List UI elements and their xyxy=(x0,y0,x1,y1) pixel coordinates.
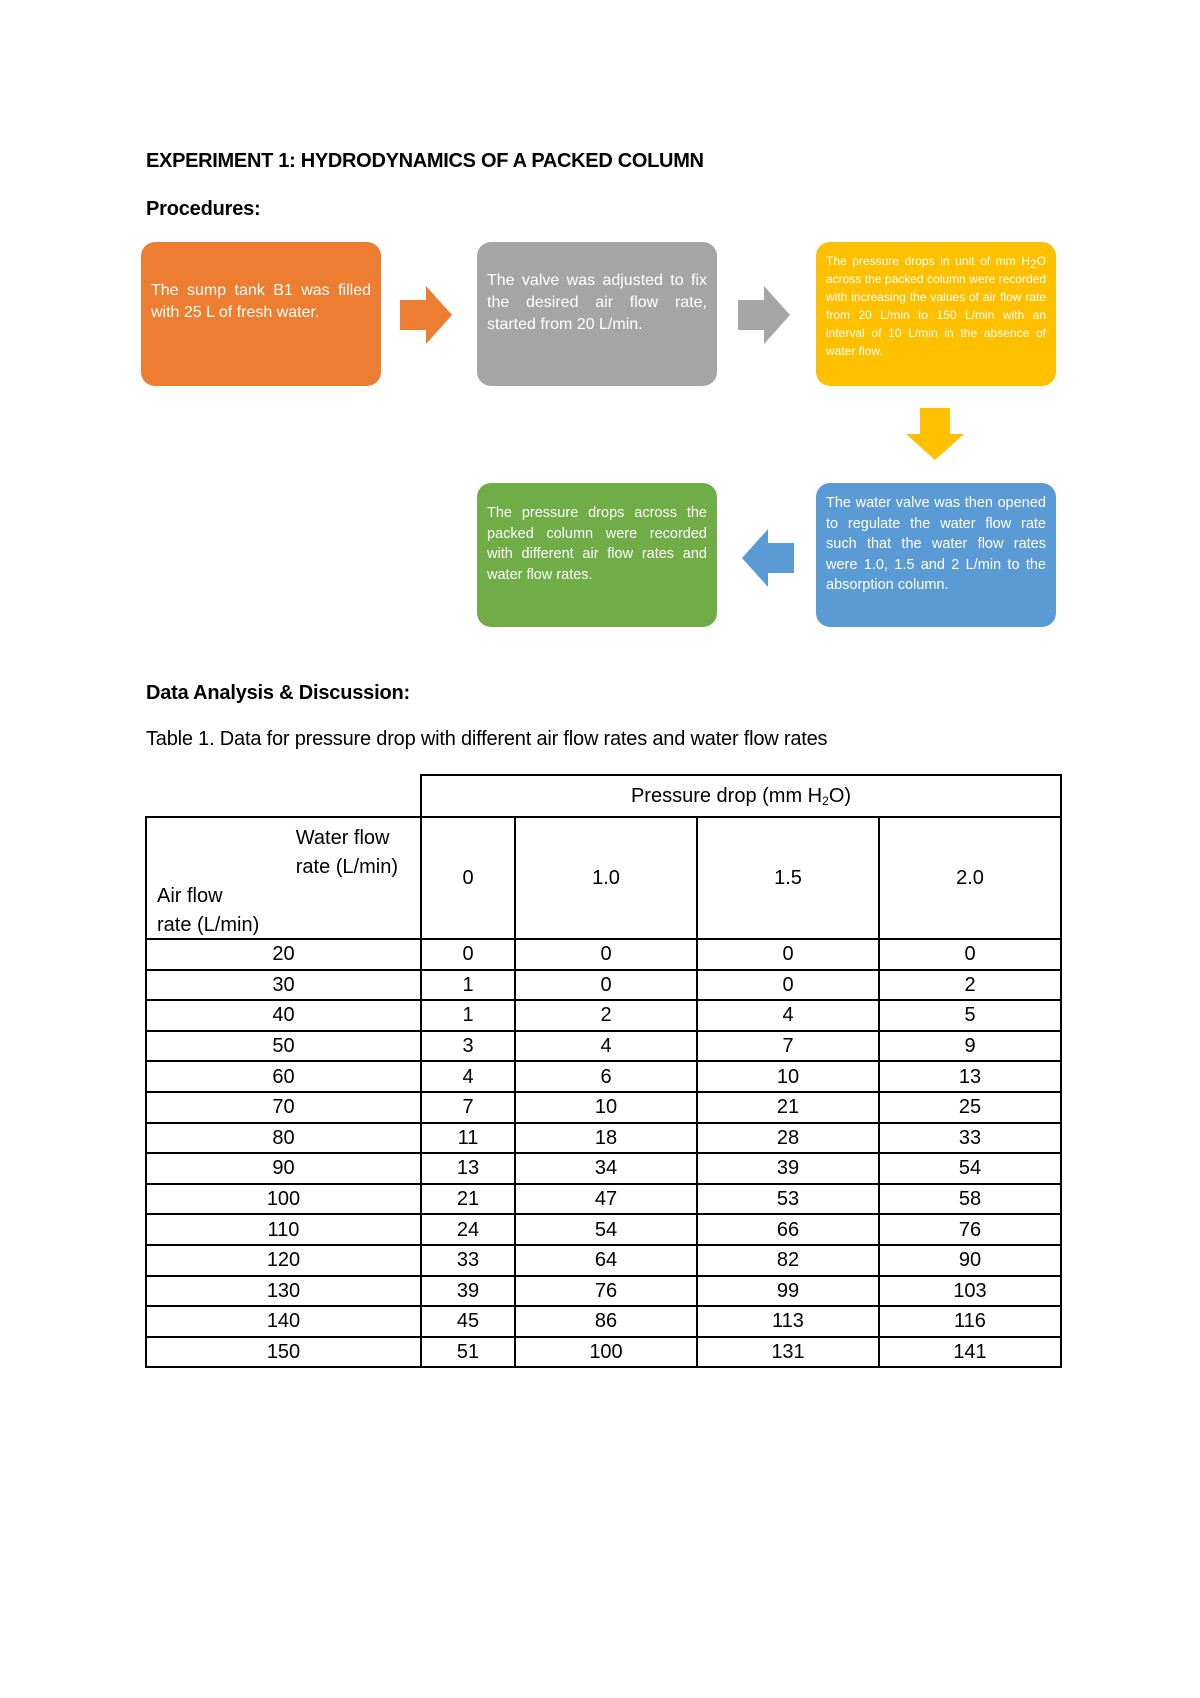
pressure-drop-cell: 45 xyxy=(421,1306,515,1337)
pressure-drop-cell: 47 xyxy=(515,1184,697,1215)
air-flow-cell: 60 xyxy=(146,1061,421,1092)
pressure-drop-cell: 18 xyxy=(515,1123,697,1154)
pressure-drop-cell: 24 xyxy=(421,1214,515,1245)
air-flow-cell: 150 xyxy=(146,1337,421,1368)
pressure-drop-cell: 3 xyxy=(421,1031,515,1062)
pressure-drop-cell: 28 xyxy=(697,1123,879,1154)
air-flow-cell: 120 xyxy=(146,1245,421,1276)
table-row xyxy=(146,1184,1061,1215)
pressure-drop-cell: 2 xyxy=(879,970,1061,1001)
pressure-drop-cell: 0 xyxy=(515,939,697,970)
document-title: EXPERIMENT 1: HYDRODYNAMICS OF A PACKED COLUMN xyxy=(146,150,704,172)
procedures-heading: Procedures: xyxy=(146,198,261,220)
step-2-text: The valve was adjusted to fix the desired air flow rate, started from 20 L/min. xyxy=(487,272,707,333)
air-flow-cell: 20 xyxy=(146,939,421,970)
pressure-drop-cell: 0 xyxy=(879,939,1061,970)
pressure-drop-cell: 33 xyxy=(421,1245,515,1276)
pressure-drop-cell: 4 xyxy=(697,1000,879,1031)
table-caption: Table 1. Data for pressure drop with different air flow rates and water flow rates xyxy=(146,728,828,750)
pressure-drop-cell: 10 xyxy=(697,1061,879,1092)
pressure-drop-cell: 6 xyxy=(515,1061,697,1092)
table-row xyxy=(146,1306,1061,1337)
water-flow-header: 1.0 xyxy=(515,817,697,939)
step-1-text: The sump tank B1 was filled with 25 L of fresh water. xyxy=(151,282,371,321)
water-flow-label: Water flow rate (L/min) xyxy=(295,827,398,878)
air-flow-cell: 30 xyxy=(146,970,421,1001)
table-row xyxy=(146,970,1061,1001)
step-3-box xyxy=(816,242,1056,386)
table-row xyxy=(146,1061,1061,1092)
table-row xyxy=(146,1337,1061,1368)
table-group-header-row xyxy=(146,775,1061,817)
corner-header-cell xyxy=(146,817,421,939)
pressure-drop-table xyxy=(145,774,1062,1368)
step-5-text: The pressure drops across the packed column were recorded with different air flow rates and water flow rates. xyxy=(487,505,707,583)
pressure-drop-cell: 54 xyxy=(879,1153,1061,1184)
pressure-drop-cell: 86 xyxy=(515,1306,697,1337)
air-flow-cell: 80 xyxy=(146,1123,421,1154)
analysis-heading: Data Analysis & Discussion: xyxy=(146,682,410,704)
pressure-drop-header: Pressure drop (mm $H_2O$) xyxy=(421,775,1061,817)
pressure-drop-cell: 4 xyxy=(515,1031,697,1062)
pressure-drop-cell: 2 xyxy=(515,1000,697,1031)
air-flow-cell: 110 xyxy=(146,1214,421,1245)
pressure-drop-cell: 131 xyxy=(697,1337,879,1368)
water-flow-header: 0 xyxy=(421,817,515,939)
pressure-drop-cell: 116 xyxy=(879,1306,1061,1337)
pressure-drop-cell: 10 xyxy=(515,1092,697,1123)
air-flow-cell: 50 xyxy=(146,1031,421,1062)
pressure-drop-cell: 33 xyxy=(879,1123,1061,1154)
air-flow-cell: 130 xyxy=(146,1276,421,1307)
table-row xyxy=(146,1245,1061,1276)
pressure-drop-cell: 13 xyxy=(421,1153,515,1184)
table-row xyxy=(146,1123,1061,1154)
pressure-drop-cell: 76 xyxy=(515,1276,697,1307)
pressure-drop-cell: 66 xyxy=(697,1214,879,1245)
blank-cell xyxy=(146,775,421,817)
pressure-drop-cell: 0 xyxy=(697,939,879,970)
pressure-drop-cell: 4 xyxy=(421,1061,515,1092)
pressure-drop-cell: 90 xyxy=(879,1245,1061,1276)
step-5-box xyxy=(477,483,717,627)
pressure-drop-cell: 7 xyxy=(421,1092,515,1123)
pressure-drop-cell: 11 xyxy=(421,1123,515,1154)
table-row xyxy=(146,939,1061,970)
step-4-box xyxy=(816,483,1056,627)
arrow-right-icon xyxy=(738,286,790,344)
pressure-drop-cell: 76 xyxy=(879,1214,1061,1245)
pressure-drop-cell: 9 xyxy=(879,1031,1061,1062)
air-flow-cell: 40 xyxy=(146,1000,421,1031)
pressure-drop-cell: 113 xyxy=(697,1306,879,1337)
pressure-drop-cell: 64 xyxy=(515,1245,697,1276)
pressure-drop-cell: 1 xyxy=(421,970,515,1001)
pressure-drop-cell: 82 xyxy=(697,1245,879,1276)
pressure-drop-cell: 39 xyxy=(421,1276,515,1307)
pressure-drop-cell: 53 xyxy=(697,1184,879,1215)
air-flow-cell: 70 xyxy=(146,1092,421,1123)
pressure-drop-cell: 39 xyxy=(697,1153,879,1184)
pressure-drop-cell: 58 xyxy=(879,1184,1061,1215)
air-flow-cell: 140 xyxy=(146,1306,421,1337)
table-body xyxy=(146,939,1061,1367)
step-1-box xyxy=(141,242,381,386)
arrow-right-icon xyxy=(400,286,452,344)
water-flow-header: 1.5 xyxy=(697,817,879,939)
table-row xyxy=(146,1276,1061,1307)
air-flow-label: Air flow rate (L/min) xyxy=(157,885,260,936)
table-row xyxy=(146,1031,1061,1062)
step-4-text: The water valve was then opened to regulate the water flow rate such that the water flow rates were 1.0, 1.5 and 2 L/min to the absorption column. xyxy=(826,495,1046,593)
table-header-row xyxy=(146,817,1061,939)
arrow-down-icon xyxy=(906,408,964,460)
pressure-drop-cell: 141 xyxy=(879,1337,1061,1368)
water-flow-header: 2.0 xyxy=(879,817,1061,939)
pressure-drop-cell: 103 xyxy=(879,1276,1061,1307)
pressure-drop-cell: 100 xyxy=(515,1337,697,1368)
pressure-drop-cell: 0 xyxy=(421,939,515,970)
step-3-subscript: 2 xyxy=(1029,257,1037,271)
pressure-drop-cell: 0 xyxy=(697,970,879,1001)
pressure-drop-cell: 99 xyxy=(697,1276,879,1307)
pressure-drop-cell: 0 xyxy=(515,970,697,1001)
air-flow-cell: 90 xyxy=(146,1153,421,1184)
step-2-box xyxy=(477,242,717,386)
pressure-drop-cell: 34 xyxy=(515,1153,697,1184)
pressure-drop-cell: 21 xyxy=(421,1184,515,1215)
table-row xyxy=(146,1092,1061,1123)
arrow-left-icon xyxy=(742,529,794,587)
table-row xyxy=(146,1000,1061,1031)
pressure-drop-cell: 54 xyxy=(515,1214,697,1245)
pressure-drop-cell: 25 xyxy=(879,1092,1061,1123)
table-row xyxy=(146,1153,1061,1184)
pressure-drop-cell: 13 xyxy=(879,1061,1061,1092)
step-3-text-before: The pressure drops in unit of mm H xyxy=(826,254,1030,268)
air-flow-cell: 100 xyxy=(146,1184,421,1215)
table-row xyxy=(146,1214,1061,1245)
pressure-drop-cell: 21 xyxy=(697,1092,879,1123)
step-3-text-after: O across the packed column were recorded with increasing the values of air flow rate from 20 L/min to 150 L/min with an interval of 10 L/min in the absence of water flow. xyxy=(826,254,1046,358)
pressure-drop-cell: 1 xyxy=(421,1000,515,1031)
pressure-drop-cell: 5 xyxy=(879,1000,1061,1031)
pressure-drop-cell: 51 xyxy=(421,1337,515,1368)
pressure-drop-cell: 7 xyxy=(697,1031,879,1062)
